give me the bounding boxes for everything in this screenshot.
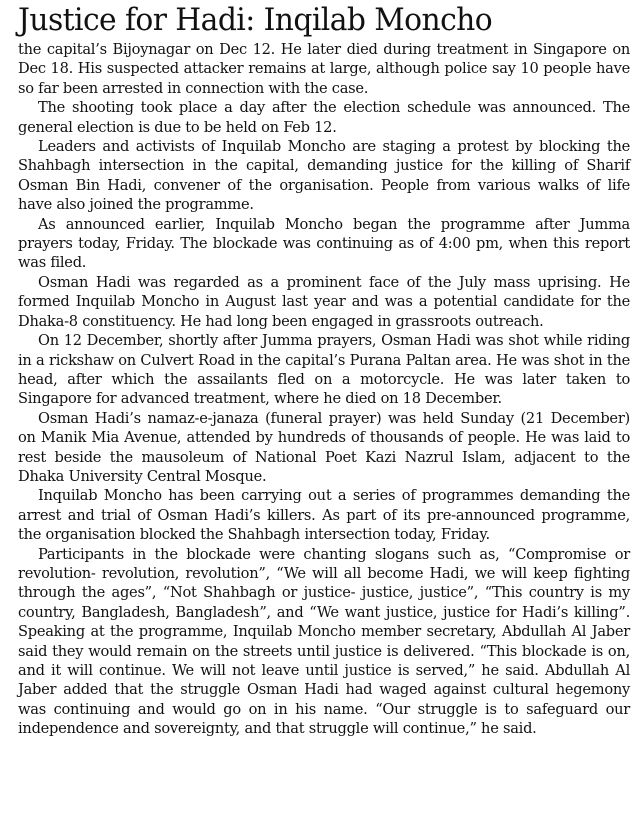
article-paragraph-1: the capital’s Bijoynagar on Dec 12. He later died during treatment in Singapore on Dec 18. His suspected attacker remains at large, although police say 10 people have so far been arrested in connection with the case. xyxy=(18,41,630,97)
article-paragraph-9: Participants in the blockade were chanting slogans such as, “Compromise or revolution- revolution, revolution”, “We will all become Hadi, we will keep fighting through the ages”, “Not Shahbagh or justice- justice, justice”, “This country is my country, Bangladesh, Bangladesh”, and “We want justice, justice for Hadi’s killing”. Speaking at the programme, Inquilab Moncho member secretary, Abdullah Al Jaber said they would remain on the streets until justice is delivered. “This blockade is on, and it will continue. We will not leave until justice is served,” he said. Abdullah Al Jaber added that the struggle Osman Hadi had waged against cultural hegemony was continuing and would go on in his name. “Our struggle is to safeguard our independence and sovereignty, and that struggle will continue,” he said. xyxy=(18,545,630,738)
article-paragraph-3: Leaders and activists of Inquilab Moncho are staging a protest by blocking the Shahbagh intersection in the capital, demanding justice for the killing of Sharif Osman Bin Hadi, convener of the organisation. People from various walks of life have also joined the programme. xyxy=(18,138,630,214)
news-article xyxy=(18,0,630,739)
article-paragraph-5: Osman Hadi was regarded as a prominent face of the July mass uprising. He formed Inquilab Moncho in August last year and was a potential candidate for the Dhaka-8 constituency. He had long been engaged in grassroots outreach. xyxy=(18,273,630,330)
article-paragraph-4: As announced earlier, Inquilab Moncho began the programme after Jumma prayers today, Friday. The blockade was continuing as of 4:00 pm, when this report was filed. xyxy=(18,215,630,272)
article-paragraph-8: Inquilab Moncho has been carrying out a series of programmes demanding the arrest and trial of Osman Hadi’s killers. As part of its pre-announced programme, the organisation blocked the Shahbagh intersection today, Friday. xyxy=(18,487,630,544)
article-body xyxy=(18,40,630,739)
article-paragraph-2: The shooting took place a day after the election schedule was announced. The general election is due to be held on Feb 12. xyxy=(18,99,630,136)
article-paragraph-7: Osman Hadi’s namaz-e-janaza (funeral prayer) was held Sunday (21 December) on Manik Mia Avenue, attended by hundreds of thousands of people. He was laid to rest beside the mausoleum of National Poet Kazi Nazrul Islam, adjacent to the Dhaka University Central Mosque. xyxy=(18,409,630,485)
article-headline: Justice for Hadi: Inqilab Moncho xyxy=(18,2,493,38)
article-paragraph-6: On 12 December, shortly after Jumma prayers, Osman Hadi was shot while riding in a rickshaw on Culvert Road in the capital’s Purana Paltan area. He was shot in the head, after which the assailants fled on a motorcycle. He was later taken to Singapore for advanced treatment, where he died on 18 December. xyxy=(18,332,630,408)
